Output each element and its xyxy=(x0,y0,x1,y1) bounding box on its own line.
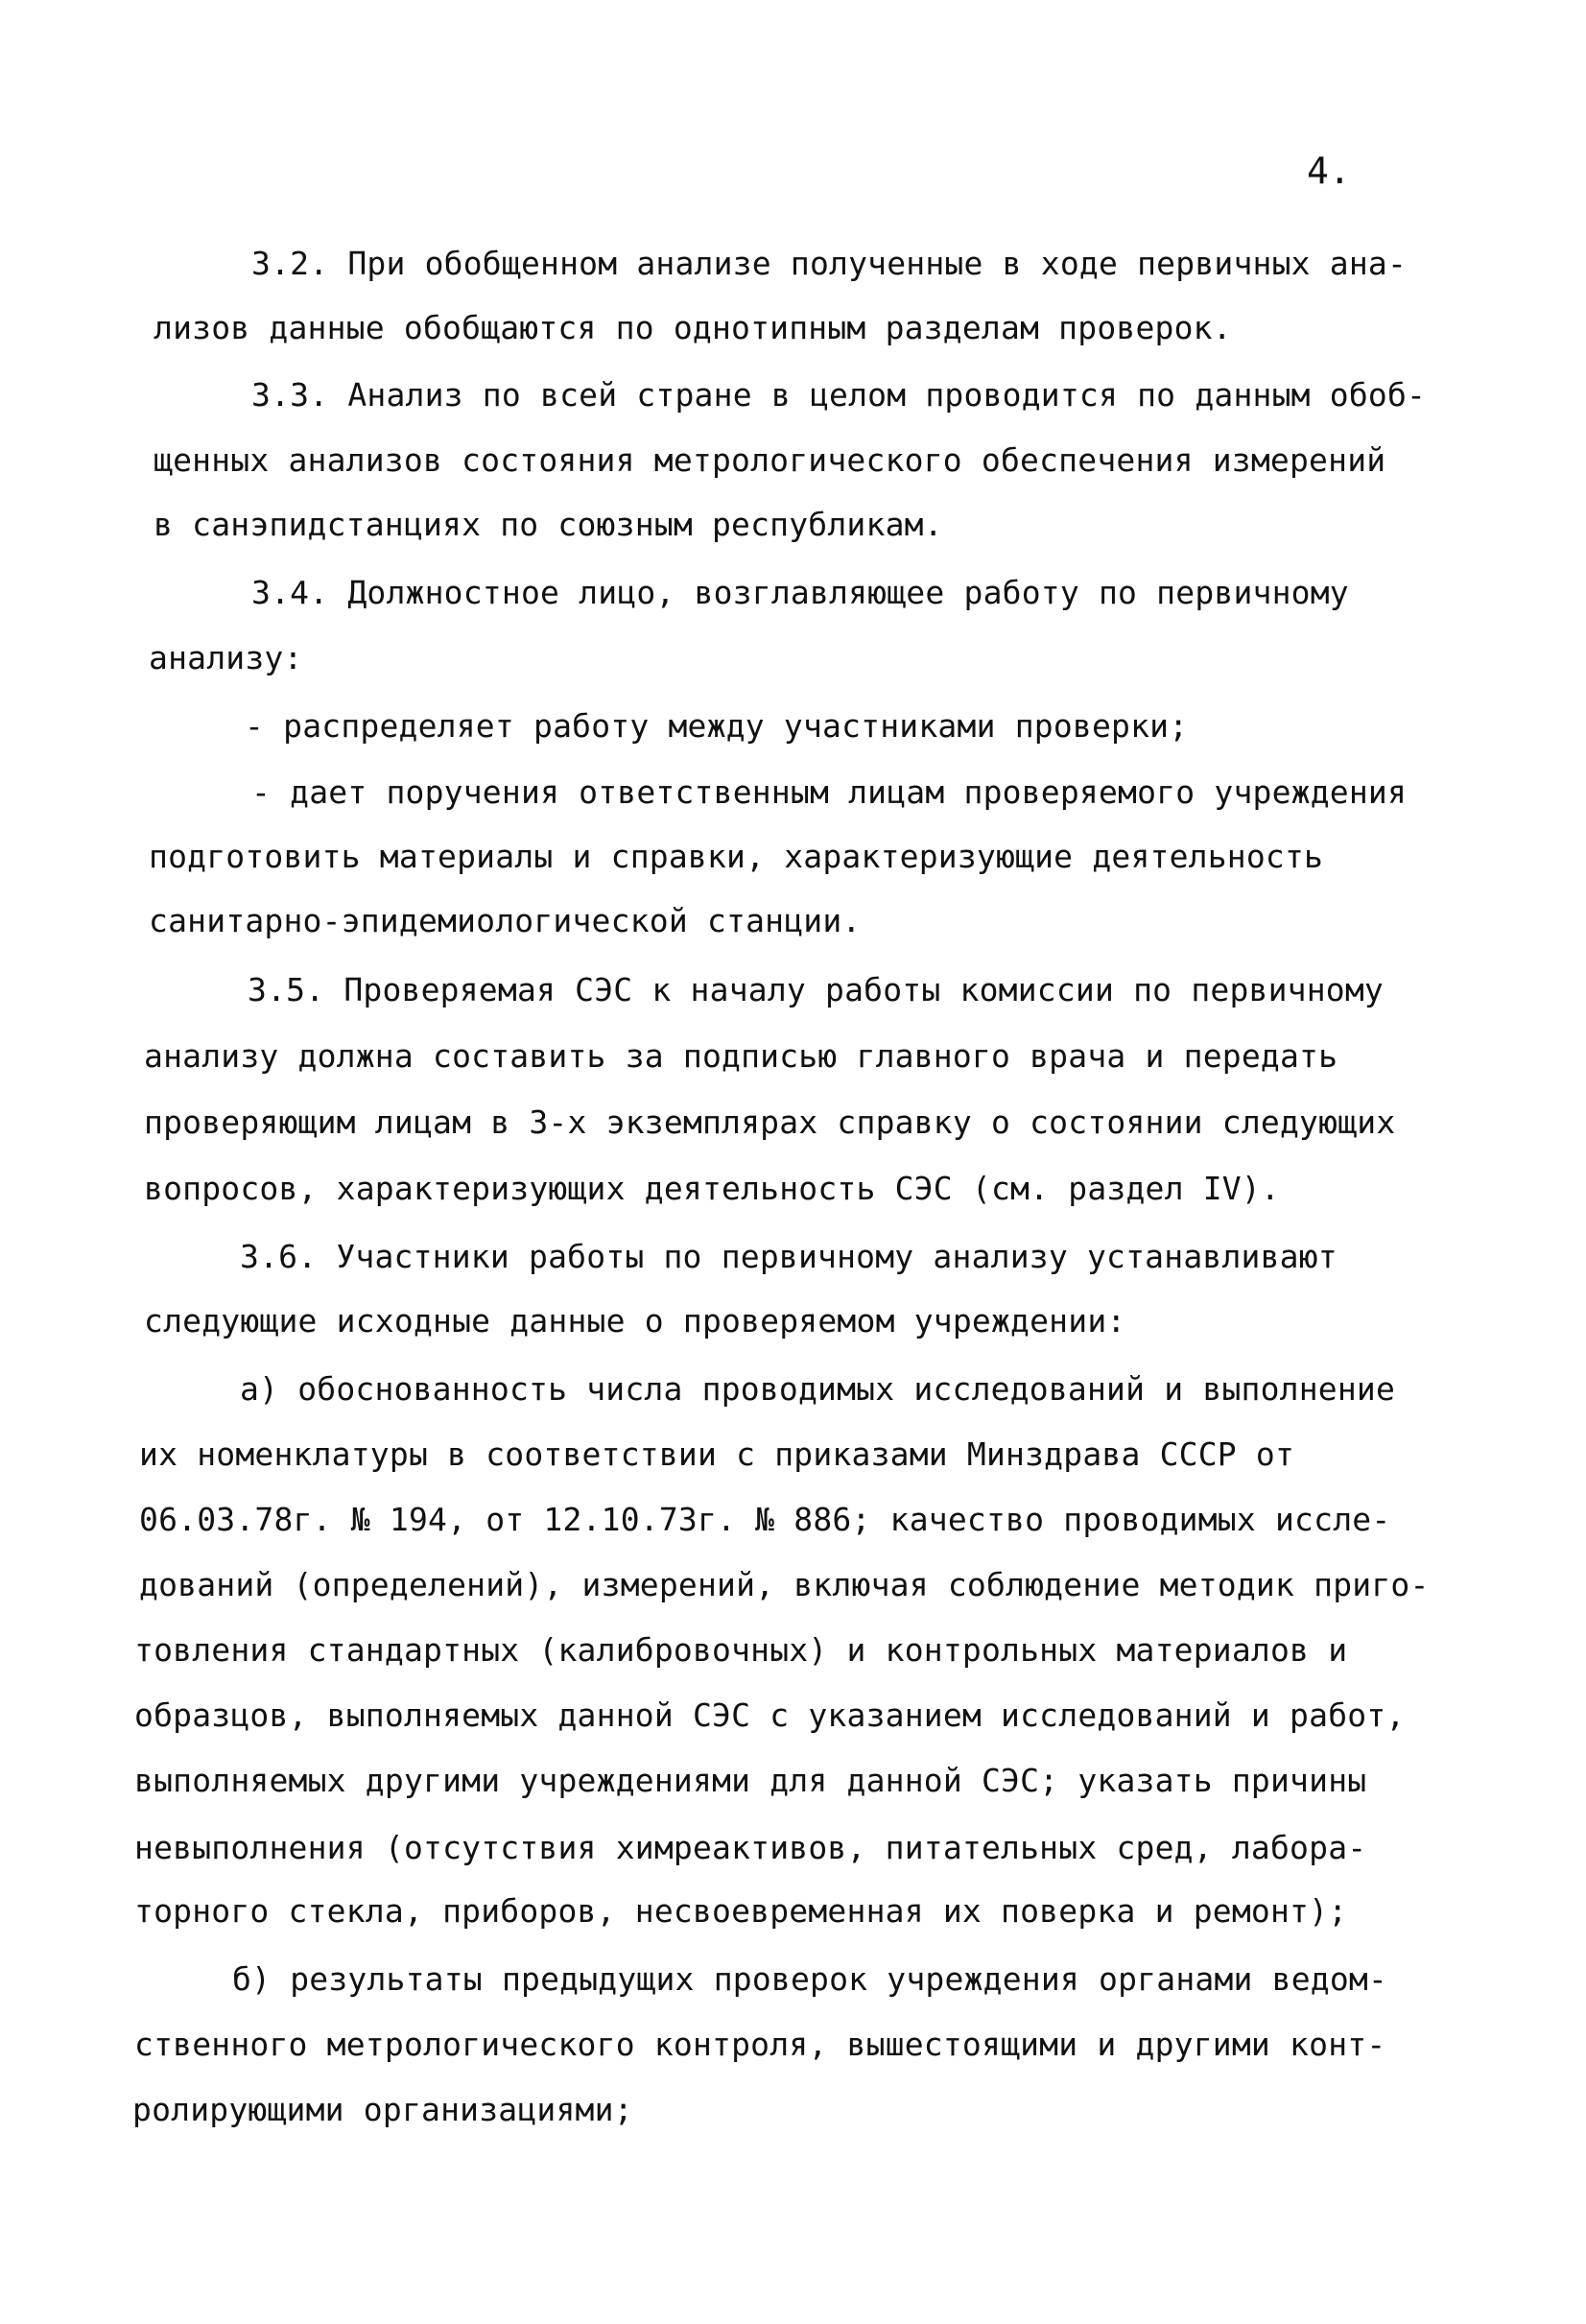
text-line: анализу должна составить за подписью главного врача и передать xyxy=(144,1037,1338,1075)
text-line: а) обоснованность числа проводимых исследований и выполнение xyxy=(240,1370,1396,1408)
text-line: санитарно-эпидемиологической станции. xyxy=(149,902,862,939)
text-line: щенных анализов состояния метрологического обеспечения измерений xyxy=(154,441,1386,479)
text-line: 06.03.78г. № 194, от 12.10.73г. № 886; качество проводимых иссле- xyxy=(139,1501,1391,1538)
text-line: - дает поручения ответственным лицам проверяемого учреждения xyxy=(251,773,1408,811)
text-line: торного стекла, приборов, несвоевременная их поверка и ремонт); xyxy=(134,1892,1348,1930)
text-line: 3.5. Проверяемая СЭС к началу работы комиссии по первичному xyxy=(248,971,1384,1008)
text-line: вопросов, характеризующих деятельность СЭС (см. раздел IV). xyxy=(144,1170,1280,1207)
text-line: следующие исходные данные о проверяемом учреждении: xyxy=(144,1302,1126,1340)
text-line: б) результаты предыдущих проверок учреждения органами ведом- xyxy=(232,1960,1388,1998)
text-line: образцов, выполняемых данной СЭС с указанием исследований и работ, xyxy=(134,1696,1406,1734)
text-line: 3.3. Анализ по всей стране в целом проводится по данным обоб- xyxy=(251,376,1427,414)
page-number: 4. xyxy=(1307,150,1351,192)
text-line: лизов данные обобщаются по однотипным разделам проверок. xyxy=(154,309,1232,346)
text-line: невыполнения (отсутствия химреактивов, питательных сред, лабора- xyxy=(134,1829,1367,1866)
text-line: 3.4. Должностное лицо, возглавляющее работу по первичному xyxy=(251,574,1349,611)
text-line: проверяющим лицам в 3-х экземплярах справку о состоянии следующих xyxy=(144,1103,1396,1141)
text-line: ственного метрологического контроля, вышестоящими и другими конт- xyxy=(134,2026,1386,2063)
text-line: 3.2. При обобщенном анализе полученные в ходе первичных ана- xyxy=(251,245,1408,282)
text-line: ролирующими организациями; xyxy=(132,2091,633,2128)
text-line: в санэпидстанциях по союзным республикам. xyxy=(154,506,943,543)
text-line: дований (определений), измерений, включая соблюдение методик приго- xyxy=(139,1566,1430,1603)
text-line: выполняемых другими учреждениями для данной СЭС; указать причины xyxy=(134,1762,1367,1799)
text-line: их номенклатуры в соответствии с приказами Минздрава СССР от xyxy=(139,1435,1295,1473)
text-line: анализу: xyxy=(149,639,303,676)
text-line: 3.6. Участники работы по первичному анализу устанавливают xyxy=(240,1238,1337,1275)
text-line: товления стандартных (калибровочных) и контрольных материалов и xyxy=(134,1631,1348,1669)
text-line: - распределяет работу между участниками проверки; xyxy=(245,707,1189,745)
text-line: подготовить материалы и справки, характеризующие деятельность xyxy=(149,838,1324,875)
